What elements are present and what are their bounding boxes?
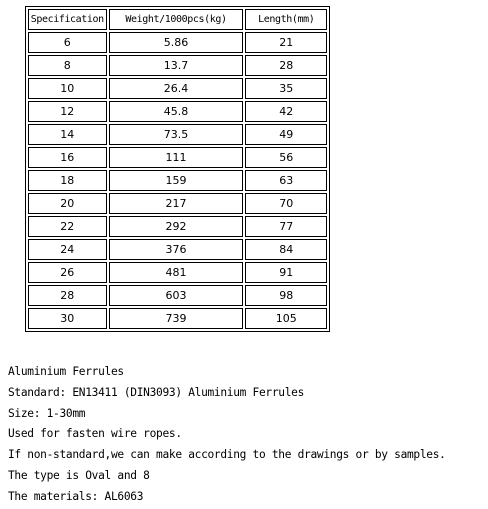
table-row — [28, 239, 327, 260]
cell-specification: 26 — [28, 262, 107, 283]
cell-weight: 603 — [109, 285, 244, 306]
table-row — [28, 193, 327, 214]
size-line: Size: 1-30mm — [8, 406, 86, 420]
table-row — [28, 55, 327, 76]
table-row — [28, 124, 327, 145]
cell-length: 105 — [245, 308, 327, 329]
product-name: Aluminium Ferrules — [8, 365, 124, 378]
cell-specification: 22 — [28, 216, 107, 237]
cell-weight: 111 — [109, 147, 244, 168]
type-line: The type is Oval and 8 — [8, 468, 150, 482]
materials-line: The materials: AL6063 — [8, 489, 144, 503]
table-row — [28, 308, 327, 329]
table-row — [28, 78, 327, 99]
table-header-row — [28, 9, 327, 30]
table-row — [28, 147, 327, 168]
cell-specification: 20 — [28, 193, 107, 214]
table-row — [28, 216, 327, 237]
header-specification: Specification — [28, 9, 107, 30]
cell-specification: 10 — [28, 78, 107, 99]
cell-weight: 45.8 — [109, 101, 244, 122]
table-row — [28, 170, 327, 191]
cell-length: 98 — [245, 285, 327, 306]
cell-weight: 26.4 — [109, 78, 244, 99]
table-row — [28, 101, 327, 122]
cell-length: 28 — [245, 55, 327, 76]
table-row — [28, 285, 327, 306]
header-weight: Weight/1000pcs(kg) — [109, 9, 244, 30]
product-description — [8, 362, 486, 508]
cell-length: 35 — [245, 78, 327, 99]
cell-specification: 28 — [28, 285, 107, 306]
cell-weight: 376 — [109, 239, 244, 260]
cell-weight: 739 — [109, 308, 244, 329]
cell-specification: 30 — [28, 308, 107, 329]
cell-weight: 73.5 — [109, 124, 244, 145]
cell-specification: 16 — [28, 147, 107, 168]
cell-length: 56 — [245, 147, 327, 168]
cell-specification: 8 — [28, 55, 107, 76]
cell-length: 63 — [245, 170, 327, 191]
cell-specification: 6 — [28, 32, 107, 53]
cell-length: 42 — [245, 101, 327, 122]
custom-line: If non-standard,we can make according to the drawings or by samples. — [8, 448, 446, 462]
cell-length: 70 — [245, 193, 327, 214]
cell-specification: 18 — [28, 170, 107, 191]
cell-length: 91 — [245, 262, 327, 283]
cell-weight: 13.7 — [109, 55, 244, 76]
cell-length: 77 — [245, 216, 327, 237]
ferrule-spec-table — [25, 6, 330, 332]
cell-specification: 12 — [28, 101, 107, 122]
cell-length: 21 — [245, 32, 327, 53]
table-row — [28, 32, 327, 53]
cell-weight: 292 — [109, 216, 244, 237]
standard-line: Standard: EN13411 (DIN3093) Aluminium Ferrules — [8, 385, 305, 399]
cell-weight: 5.86 — [109, 32, 244, 53]
header-length: Length(mm) — [245, 9, 327, 30]
cell-weight: 481 — [109, 262, 244, 283]
cell-length: 84 — [245, 239, 327, 260]
cell-specification: 24 — [28, 239, 107, 260]
usage-line: Used for fasten wire ropes. — [8, 427, 182, 441]
cell-length: 49 — [245, 124, 327, 145]
table-row — [28, 262, 327, 283]
cell-weight: 159 — [109, 170, 244, 191]
cell-weight: 217 — [109, 193, 244, 214]
cell-specification: 14 — [28, 124, 107, 145]
